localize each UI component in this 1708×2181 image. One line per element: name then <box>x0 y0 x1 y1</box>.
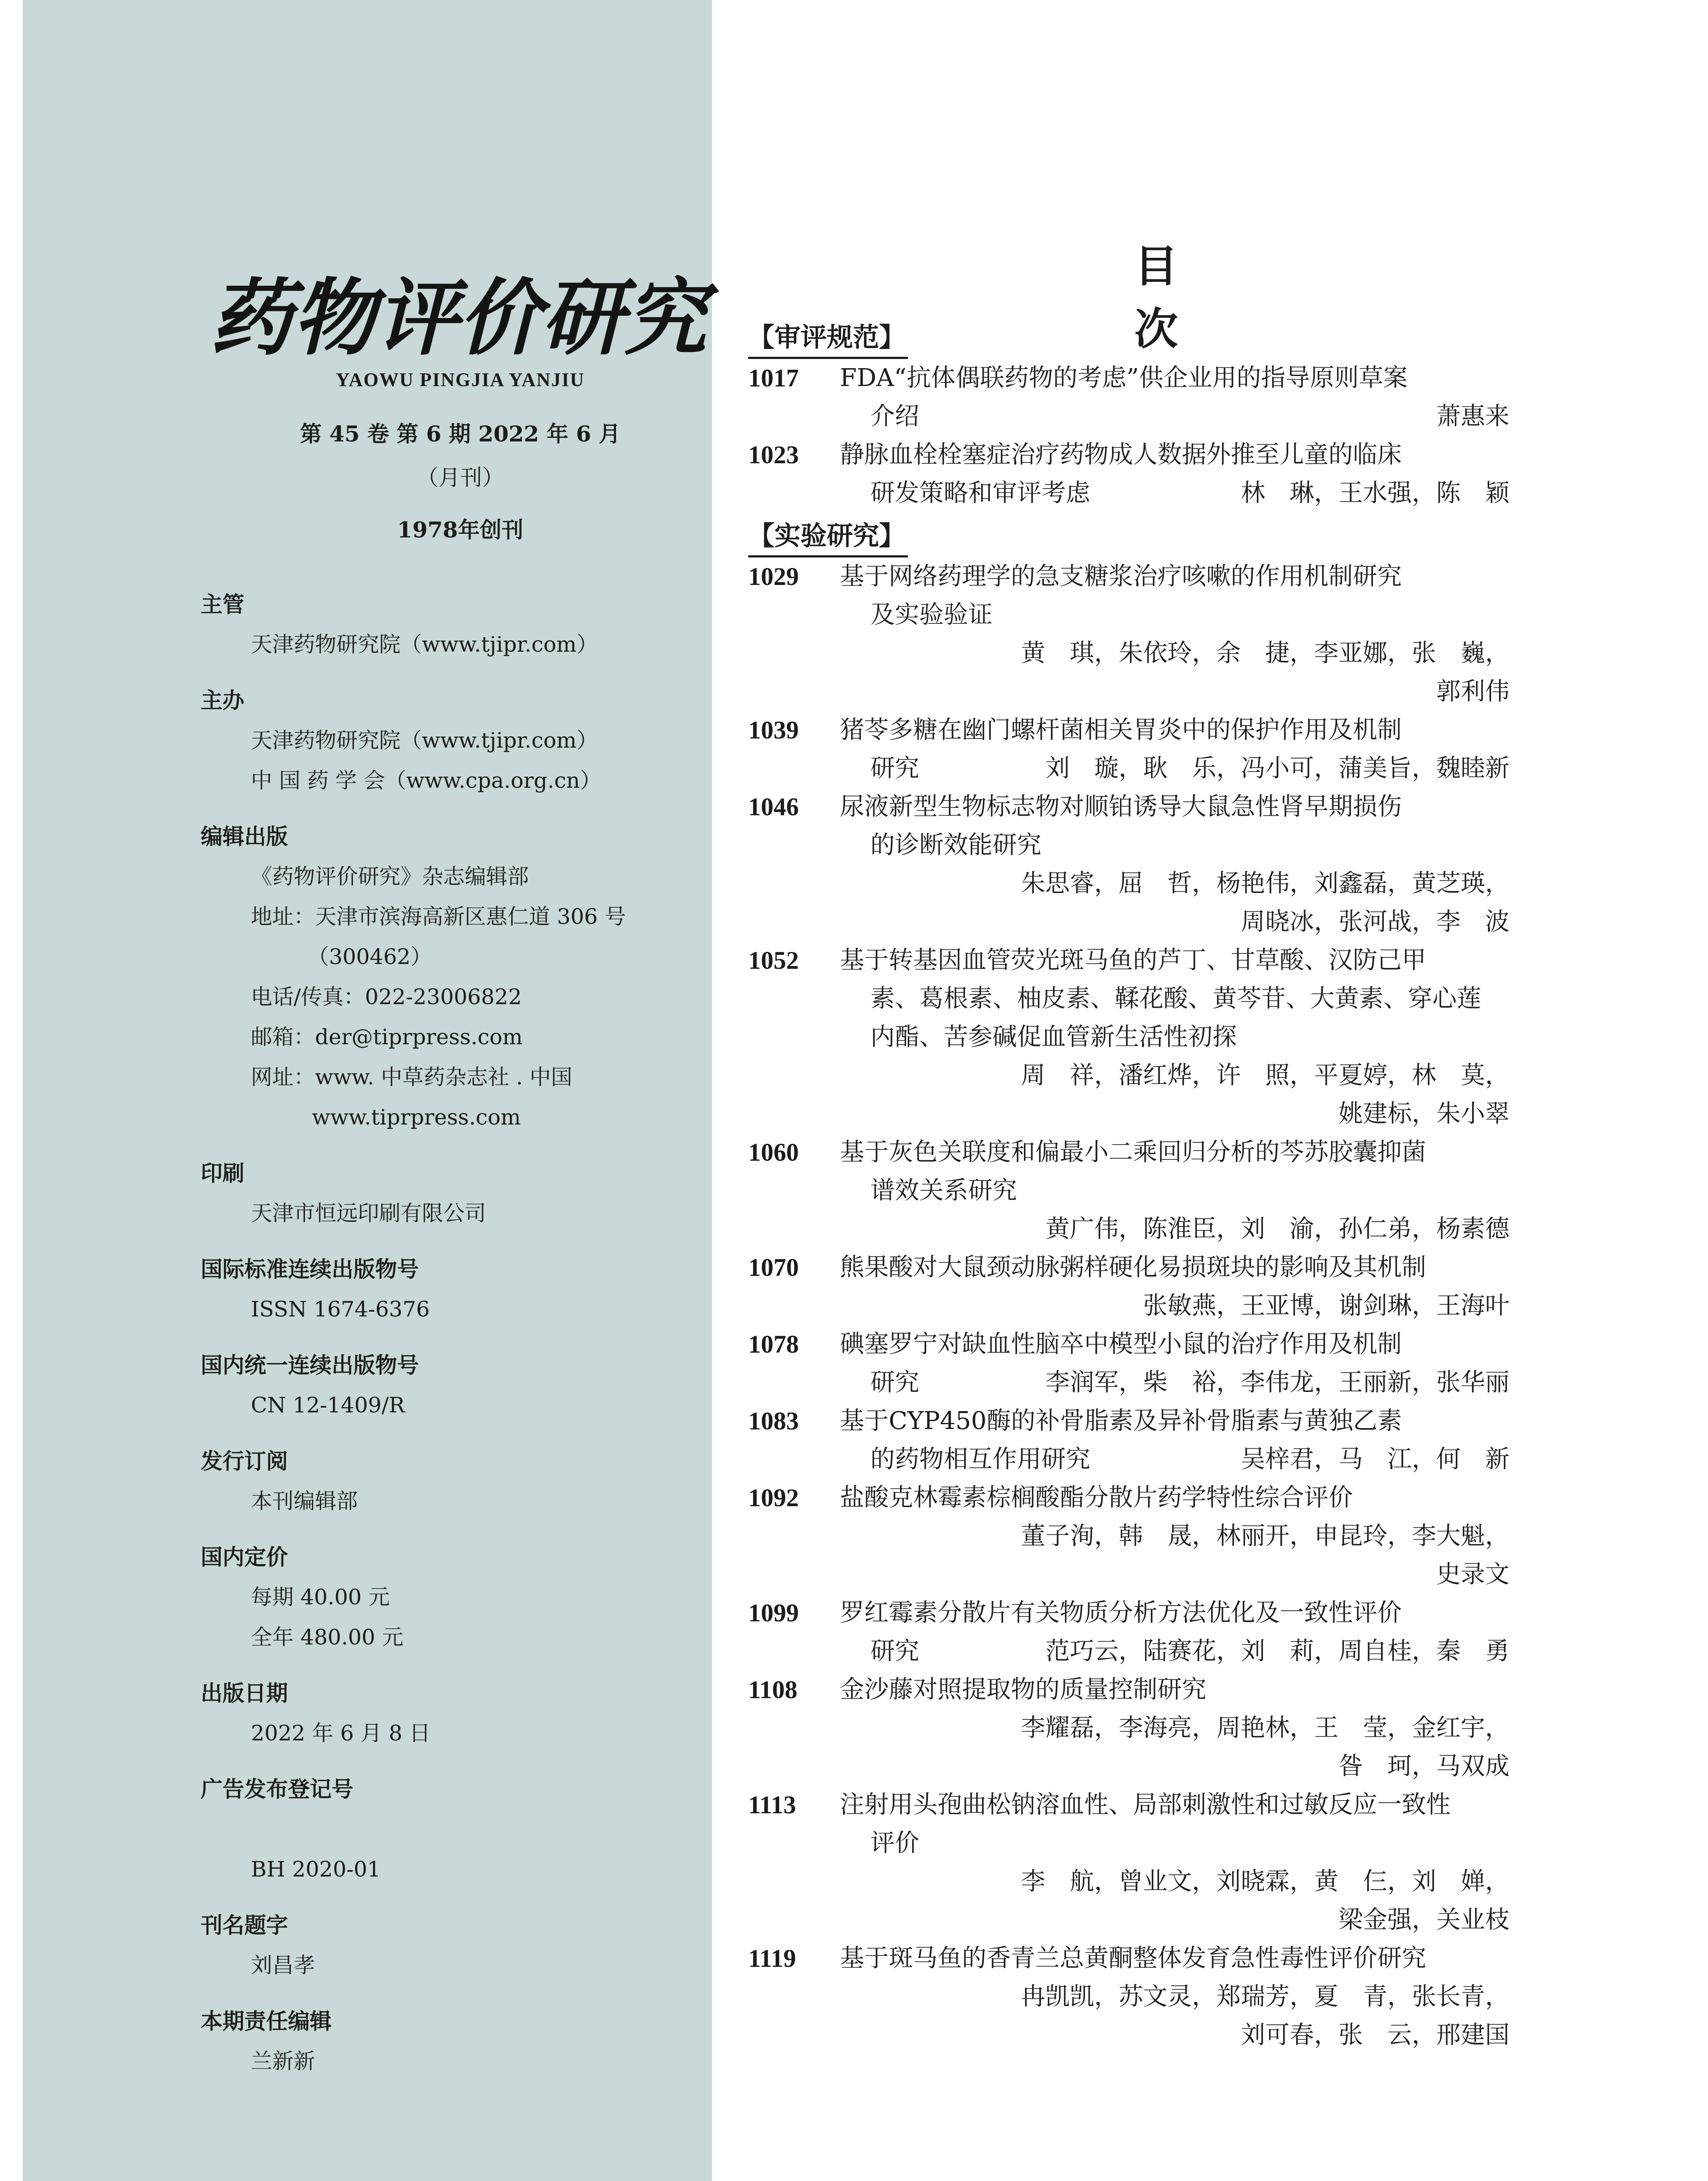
masthead-section <box>201 1345 698 1426</box>
toc-article-title: 尿液新型生物标志物对顺铂诱导大鼠急性肾早期损伤 <box>840 793 1402 821</box>
masthead-section-line: 天津药物研究院（www.tjipr.com） <box>251 728 598 753</box>
masthead-section-line: （300462） <box>308 944 432 969</box>
toc-title-author-line <box>748 474 1509 513</box>
masthead-section-heading: 广告发布登记号 <box>201 1776 353 1802</box>
toc-article-title: 熊果酸对大鼠颈动脉粥样硬化易损斑块的影响及其机制 <box>840 1253 1426 1282</box>
toc-entry[interactable] <box>748 436 1509 513</box>
toc-page-number: 1083 <box>748 1407 799 1435</box>
masthead-section-line: www.tiprpress.com <box>312 1105 521 1130</box>
toc-article-title: 内酯、苦参碱促血管新生活性初探 <box>870 1023 1237 1051</box>
issue-info: 第 45 卷 第 6 期 2022 年 6 月 <box>300 421 621 447</box>
toc-entry[interactable] <box>748 788 1509 941</box>
toc-authors: 萧惠来 <box>1436 402 1509 431</box>
masthead-section <box>201 680 698 801</box>
toc-article-title: 基于转基因血管荧光斑马鱼的芦丁、甘草酸、汉防己甲 <box>840 946 1426 974</box>
toc-authors: 冉凯凯，苏文灵，郑瑞芳，夏 青，张长青， <box>1021 1983 1509 2011</box>
toc-article-title: FDA“抗体偶联药物的考虑”供企业用的指导原则草案 <box>840 364 1408 392</box>
toc-entry[interactable] <box>748 1786 1509 1939</box>
masthead-section-line <box>201 1809 698 1849</box>
masthead-section <box>201 1441 698 1521</box>
masthead-section-line: 地址：天津市滨海高新区惠仁道 306 号 <box>251 904 626 929</box>
journal-pinyin: YAOWU PINGJIA YANJIU <box>335 369 585 390</box>
logo-calligraphy-text: 药物评价研究 <box>209 269 707 366</box>
toc-authors: 刘 璇，耿 乐，冯小可，蒲美旨，魏睦新 <box>1045 754 1509 783</box>
masthead-section-heading: 国内统一连续出版物号 <box>201 1352 419 1378</box>
masthead-section <box>201 1769 698 1890</box>
toc-entry[interactable] <box>748 359 1509 436</box>
toc-title-author-line <box>748 1632 1509 1671</box>
toc-title-continuation: 研究 <box>870 1637 919 1665</box>
toc-article-title: 谱效关系研究 <box>870 1176 1017 1205</box>
toc-title-author-line <box>748 1440 1509 1479</box>
publication-frequency: （月刊） <box>417 465 504 490</box>
toc-authors: 周晓冰，张河战，李 波 <box>1241 908 1509 936</box>
toc-authors: 吴梓君，马 江，何 新 <box>1241 1445 1509 1473</box>
masthead-section-heading: 印刷 <box>201 1160 244 1186</box>
masthead-section-heading: 主管 <box>201 591 244 617</box>
toc-authors: 张敏燕，王亚博，谢剑琳，王海叶 <box>1143 1292 1509 1320</box>
toc-authors: 朱思睿，屈 哲，杨艳伟，刘鑫磊，黄芝瑛， <box>1021 869 1509 898</box>
toc-entry[interactable] <box>748 711 1509 788</box>
toc-page-number: 1108 <box>748 1675 798 1704</box>
toc-authors: 董子洵，韩 晟，林丽开，申昆玲，李大魁， <box>1021 1522 1509 1550</box>
masthead-section-line: 2022 年 6 月 8 日 <box>251 1721 431 1746</box>
toc-entry[interactable] <box>748 1133 1509 1248</box>
masthead-section-line: 本刊编辑部 <box>251 1489 358 1514</box>
masthead-section-line: 全年 480.00 元 <box>251 1625 404 1650</box>
toc-entry[interactable] <box>748 1939 1509 2055</box>
journal-logo <box>209 238 707 377</box>
toc-article-title: 碘塞罗宁对缺血性脑卒中模型小鼠的治疗作用及机制 <box>840 1330 1402 1358</box>
toc-entry[interactable] <box>748 1594 1509 1671</box>
toc-authors: 周 祥，潘红烨，许 照，平夏婷，林 莫， <box>1021 1061 1509 1090</box>
toc-authors: 范巧云，陆赛花，刘 莉，周自桂，秦 勇 <box>1045 1637 1509 1665</box>
founded-year: 1978年创刊 <box>397 517 524 543</box>
masthead-section <box>201 817 698 1138</box>
masthead-section-line: ISSN 1674-6376 <box>251 1297 430 1322</box>
toc-entry[interactable] <box>748 1479 1509 1594</box>
toc-page-number: 1070 <box>748 1253 799 1282</box>
toc-article-title: 基于斑马鱼的香青兰总黄酮整体发育急性毒性评价研究 <box>840 1944 1426 1972</box>
masthead-section-line: 中 国 药 学 会（www.cpa.org.cn） <box>251 768 602 793</box>
toc-title: 目 次 <box>1134 240 1248 355</box>
toc-page-number: 1060 <box>748 1138 799 1166</box>
masthead-section <box>201 585 698 665</box>
toc-page-number: 1029 <box>748 562 799 591</box>
toc-entry[interactable] <box>748 941 1509 1133</box>
toc-article-title: 罗红霉素分散片有关物质分析方法优化及一致性评价 <box>840 1599 1402 1627</box>
toc-article-title: 基于灰色关联度和偏最小二乘回归分析的芩苏胶囊抑菌 <box>840 1138 1426 1166</box>
toc-authors: 史录文 <box>1436 1560 1509 1589</box>
masthead-section-line: 刘昌孝 <box>251 1953 315 1978</box>
masthead-section <box>201 1673 698 1754</box>
toc-title-continuation: 研究 <box>870 754 919 783</box>
masthead-section-heading: 出版日期 <box>201 1680 288 1706</box>
toc-page-number: 1039 <box>748 716 799 744</box>
toc-authors: 林 琳，王水强，陈 颖 <box>1241 479 1509 507</box>
toc-page-number: 1017 <box>748 364 799 392</box>
toc-authors: 刘可春，张 云，邢建国 <box>1241 2021 1509 2049</box>
toc-article-title: 金沙藤对照提取物的质量控制研究 <box>840 1675 1206 1704</box>
toc-article-title: 的诊断效能研究 <box>870 831 1041 859</box>
toc-article-title: 基于网络药理学的急支糖浆治疗咳嗽的作用机制研究 <box>840 562 1402 591</box>
masthead-section-heading: 主办 <box>201 687 244 713</box>
toc-entry[interactable] <box>748 1671 1509 1786</box>
toc-article-title: 素、葛根素、柚皮素、鞣花酸、黄芩苷、大黄素、穿心莲 <box>870 985 1481 1013</box>
toc-authors: 郭利伟 <box>1436 677 1509 706</box>
toc-title-continuation: 研究 <box>870 1368 919 1397</box>
toc-category-heading: 【实验研究】 <box>748 517 908 557</box>
masthead-section-heading: 本期责任编辑 <box>201 2008 332 2034</box>
toc-authors: 黄 琪，朱依玲，余 捷，李亚娜，张 巍， <box>1021 639 1509 667</box>
masthead-section-line: 《药物评价研究》杂志编辑部 <box>251 864 529 889</box>
toc-article-title: 注射用头孢曲松钠溶血性、局部刺激性和过敏反应一致性 <box>840 1791 1451 1819</box>
toc-authors: 李 航，曾业文，刘晓霖，黄 仨，刘 婵， <box>1021 1867 1509 1896</box>
toc-article-title: 猪苓多糖在幽门螺杆菌相关胃炎中的保护作用及机制 <box>840 716 1402 744</box>
toc-title-continuation: 研发策略和审评考虑 <box>870 479 1090 507</box>
toc-authors: 李耀磊，李海亮，周艳林，王 莹，金红宇， <box>1021 1714 1509 1742</box>
toc-entry[interactable] <box>748 1248 1509 1325</box>
masthead-section-heading: 编辑出版 <box>201 824 288 849</box>
toc-authors: 黄广伟，陈淮臣，刘 渝，孙仁弟，杨素德 <box>1045 1215 1509 1243</box>
masthead-section-line: 电话/传真：022-23006822 <box>251 985 522 1009</box>
toc-title-author-line <box>748 1364 1509 1402</box>
toc-page-number: 1078 <box>748 1330 799 1358</box>
masthead-section-heading: 国际标准连续出版物号 <box>201 1256 419 1282</box>
toc-article-title: 基于CYP450酶的补骨脂素及异补骨脂素与黄独乙素 <box>840 1407 1402 1435</box>
toc-page-number: 1052 <box>748 946 799 974</box>
toc-title-continuation: 介绍 <box>870 402 919 431</box>
masthead-section-heading: 国内定价 <box>201 1544 288 1570</box>
table-of-contents <box>748 314 1509 2055</box>
masthead-section-heading: 刊名题字 <box>201 1912 288 1938</box>
toc-page-number: 1092 <box>748 1484 799 1512</box>
toc-entry[interactable] <box>748 1325 1509 1402</box>
masthead-section <box>201 1905 698 1986</box>
toc-authors: 姚建标，朱小翠 <box>1338 1100 1509 1128</box>
toc-page-number: 1119 <box>748 1944 796 1972</box>
toc-page-number: 1046 <box>748 793 799 821</box>
masthead-section-line: 网址：www. 中草药杂志社 . 中国 <box>251 1065 572 1090</box>
masthead-section-line: 天津药物研究院（www.tjipr.com） <box>251 632 598 657</box>
calligraphy-logo-icon <box>209 238 707 377</box>
masthead-section-line: 每期 40.00 元 <box>251 1585 390 1610</box>
toc-authors: 梁金强，关业枝 <box>1338 1906 1509 1934</box>
toc-title-author-line <box>748 749 1509 788</box>
toc-title-author-line <box>748 397 1509 436</box>
masthead-section-heading: 发行订阅 <box>201 1448 288 1474</box>
toc-page-number: 1099 <box>748 1599 799 1627</box>
masthead-section-line: CN 12-1409/R <box>251 1393 405 1418</box>
masthead-section-line: BH 2020-01 <box>251 1857 381 1882</box>
masthead-section <box>201 2001 698 2082</box>
toc-authors: 昝 珂，马双成 <box>1338 1752 1509 1781</box>
masthead-info <box>201 585 698 2097</box>
masthead-section-line: 兰新新 <box>251 2049 315 2074</box>
toc-article-title: 静脉血栓栓塞症治疗药物成人数据外推至儿童的临床 <box>840 441 1402 469</box>
toc-page-number: 1023 <box>748 441 799 469</box>
toc-entry[interactable] <box>748 557 1509 711</box>
toc-article-title: 盐酸克林霉素棕榈酸酯分散片药学特性综合评价 <box>840 1484 1353 1512</box>
masthead-section <box>201 1249 698 1330</box>
masthead-section <box>201 1153 698 1234</box>
masthead-section-line: 天津市恒远印刷有限公司 <box>251 1201 486 1226</box>
toc-entry[interactable] <box>748 1402 1509 1479</box>
toc-article-title: 评价 <box>870 1829 919 1857</box>
toc-authors: 李润军，柴 裕，李伟龙，王丽新，张华丽 <box>1045 1368 1509 1397</box>
toc-article-title: 及实验验证 <box>870 601 993 629</box>
masthead-section <box>201 1537 698 1658</box>
toc-title-continuation: 的药物相互作用研究 <box>870 1445 1090 1473</box>
toc-page-number: 1113 <box>748 1791 796 1819</box>
toc-category-heading: 【审评规范】 <box>748 318 908 359</box>
masthead-section-line: 邮箱：der@tiprpress.com <box>251 1025 523 1049</box>
